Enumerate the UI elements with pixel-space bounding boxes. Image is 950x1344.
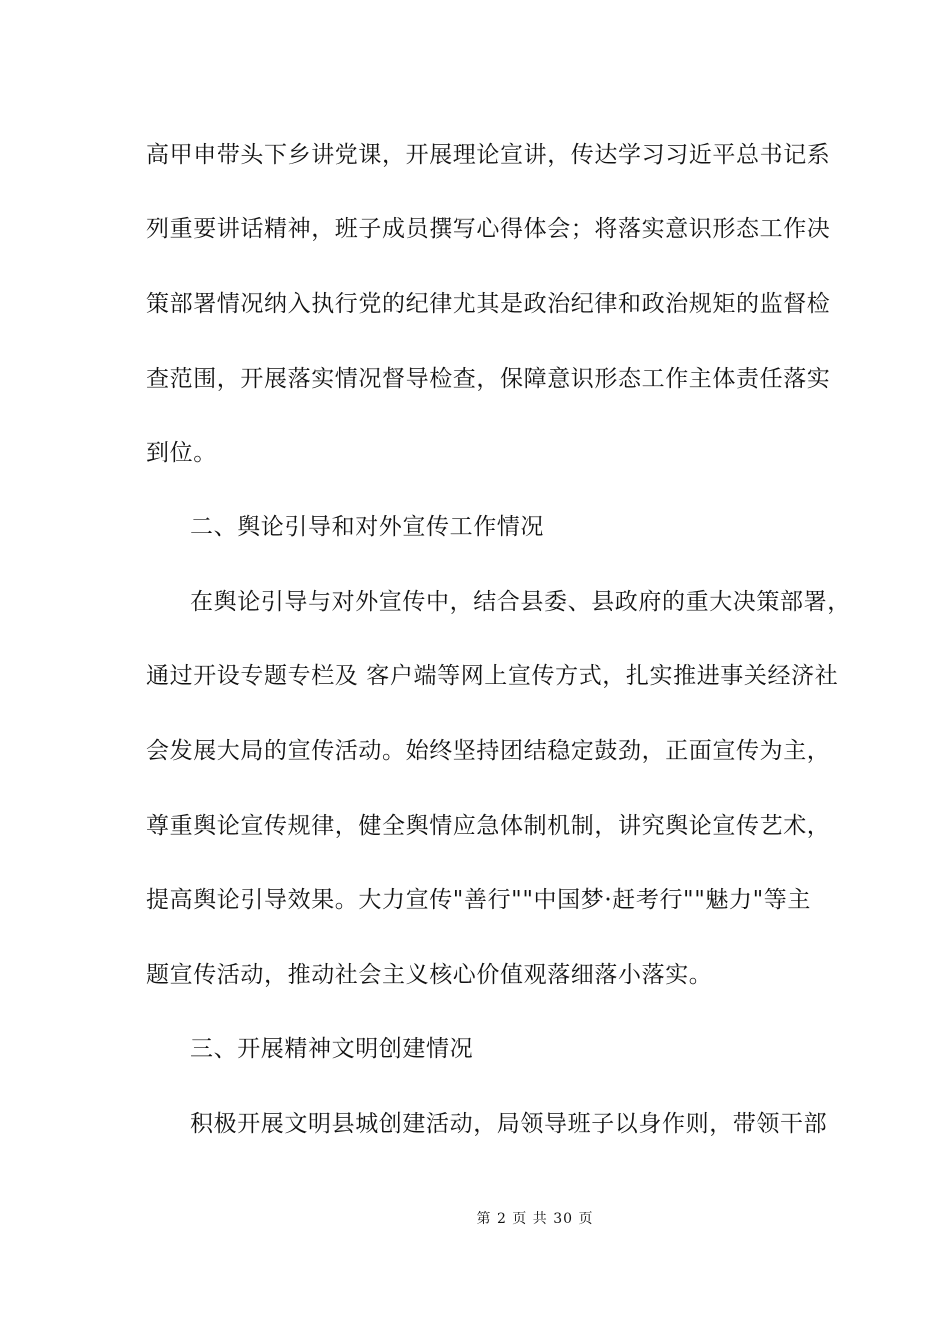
paragraph-first-line: 在舆论引导与对外宣传中，结合县委、县政府的重大决策部署， xyxy=(190,589,851,615)
body-text-line: 策部署情况纳入执行党的纪律尤其是政治纪律和政治规矩的监督检 xyxy=(146,291,831,317)
section-heading: 三、开展精神文明创建情况 xyxy=(190,1036,474,1062)
body-text-line: 提高舆论引导效果。大力宣传"善行""中国梦·赶考行""魅力"等主 xyxy=(146,887,811,913)
section-heading: 二、舆论引导和对外宣传工作情况 xyxy=(190,514,544,540)
paragraph-first-line: 积极开展文明县城创建活动，局领导班子以身作则，带领干部 xyxy=(190,1111,828,1137)
body-text-line: 列重要讲话精神，班子成员撰写心得体会；将落实意识形态工作决 xyxy=(146,216,831,242)
body-text-line: 高甲申带头下乡讲党课，开展理论宣讲，传达学习习近平总书记系 xyxy=(146,142,831,168)
page-number-footer: 第 2 页 共 30 页 xyxy=(476,1211,594,1227)
body-text-line: 会发展大局的宣传活动。始终坚持团结稳定鼓劲，正面宣传为主， xyxy=(146,738,831,764)
body-text-line: 到位。 xyxy=(146,440,217,466)
body-text-line: 通过开设专题专栏及 客户端等网上宣传方式，扎实推进事关经济社 xyxy=(146,663,839,689)
body-text-line: 查范围，开展落实情况督导检查，保障意识形态工作主体责任落实 xyxy=(146,366,831,392)
body-text-line: 尊重舆论宣传规律，健全舆情应急体制机制，讲究舆论宣传艺术， xyxy=(146,813,831,839)
body-text-line: 题宣传活动，推动社会主义核心价值观落细落小落实。 xyxy=(146,962,713,988)
